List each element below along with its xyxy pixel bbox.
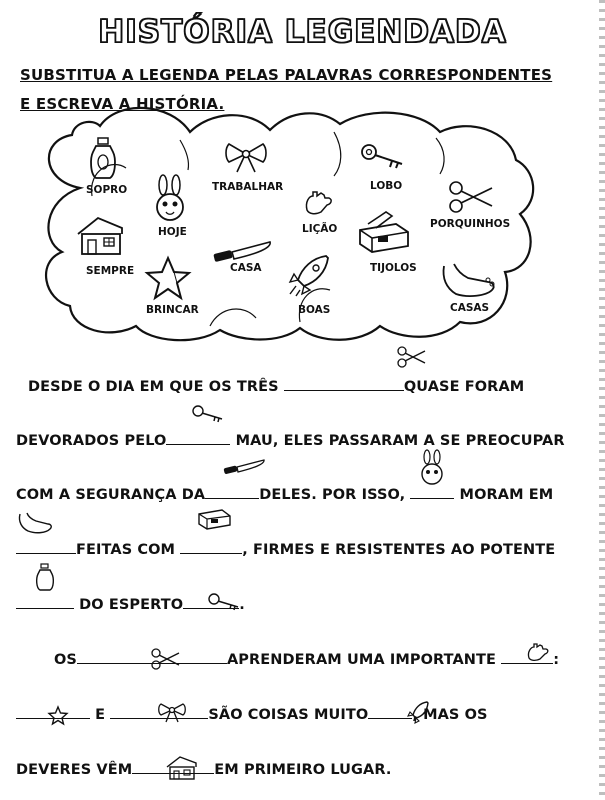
answer-blank[interactable] [77, 651, 227, 664]
story-line-2 [16, 432, 565, 449]
answer-blank[interactable] [180, 541, 242, 554]
story-text: , MAS OS [412, 707, 488, 723]
story-text: . [239, 597, 245, 613]
perfume-bottle-icon [90, 138, 116, 180]
story-text: DO ESPERTO [79, 597, 184, 613]
story-text: MORAM EM [459, 487, 554, 503]
answer-blank[interactable] [205, 486, 259, 499]
story-line-8 [16, 761, 392, 778]
glove-icon [303, 190, 335, 216]
legend-word: BRINCAR [146, 304, 199, 316]
story-line-5 [16, 596, 245, 613]
story-line-3 [16, 486, 553, 503]
star-icon [145, 256, 191, 300]
answer-blank[interactable] [410, 486, 454, 499]
answer-blank[interactable] [16, 541, 76, 554]
knife-icon [222, 458, 266, 476]
toolbox-icon [196, 502, 232, 530]
story-text: MAU, ELES PASSARAM A SE PREOCUPAR [235, 433, 565, 449]
toolbox-icon [356, 210, 412, 254]
story-text: DEVORADOS PELO [16, 433, 167, 449]
answer-blank[interactable] [501, 651, 553, 664]
story-line-6 [54, 651, 559, 668]
answer-blank[interactable] [132, 761, 214, 774]
legend-word: SEMPRE [86, 265, 135, 277]
answer-blank[interactable] [284, 378, 404, 391]
legend-word: TRABALHAR [212, 181, 284, 193]
story-text: : [553, 652, 560, 668]
legend-word: LIÇÃO [302, 223, 338, 235]
house-icon [76, 216, 126, 256]
bunny-face-icon [152, 175, 188, 223]
answer-blank[interactable] [368, 706, 412, 719]
foot-icon [438, 262, 498, 300]
answer-blank[interactable] [16, 596, 74, 609]
instruction-line-2: E ESCREVA A HISTÓRIA. [20, 95, 225, 113]
legend-word: CASA [230, 262, 262, 274]
story-line-7 [16, 706, 488, 723]
story-text: EM PRIMEIRO LUGAR. [214, 762, 392, 778]
legend-word: SOPRO [86, 184, 128, 196]
story-text: OS [54, 652, 77, 668]
legend-word: LOBO [370, 180, 403, 192]
story-text: SÃO COISAS MUITO [208, 707, 369, 723]
bunny-face-icon [418, 450, 446, 486]
story-line-4 [16, 541, 555, 558]
legend-word: TIJOLOS [370, 262, 417, 274]
knife-icon [212, 240, 274, 264]
legend-word: HOJE [158, 226, 187, 238]
key-icon [192, 404, 224, 422]
instruction-line-1: SUBSTITUA A LEGENDA PELAS PALAVRAS CORRESPONDENTES [20, 66, 553, 84]
legend-word: PORQUINHOS [430, 218, 511, 230]
story-text: QUASE FORAM [403, 379, 525, 395]
answer-blank[interactable] [110, 706, 208, 719]
bow-icon [225, 142, 267, 174]
answer-blank[interactable] [16, 706, 90, 719]
story-text: APRENDERAM UMA IMPORTANTE [226, 652, 497, 668]
foot-icon [16, 512, 54, 534]
page-title: HISTÓRIA LEGENDADA [98, 14, 507, 50]
scissors-icon [397, 346, 427, 368]
answer-blank[interactable] [166, 432, 230, 445]
story-text: DEVERES VÊM [16, 762, 133, 778]
rocket-icon [286, 252, 332, 298]
story-text: , FIRMES E RESISTENTES AO POTENTE [242, 542, 556, 558]
story-text: DESDE O DIA EM QUE OS TRÊS [28, 379, 279, 395]
story-text: FEITAS COM [76, 542, 176, 558]
answer-blank[interactable] [183, 596, 239, 609]
key-icon [360, 142, 406, 168]
perfume-bottle-icon [36, 564, 54, 592]
legend-word: CASAS [450, 302, 490, 314]
story-text: E [95, 707, 106, 723]
story-text: COM A SEGURANÇA DA [16, 487, 206, 503]
legend-word: BOAS [298, 304, 331, 316]
scissors-icon [448, 180, 494, 214]
story-line-1 [28, 378, 524, 395]
story-text: DELES. POR ISSO, [259, 487, 406, 503]
